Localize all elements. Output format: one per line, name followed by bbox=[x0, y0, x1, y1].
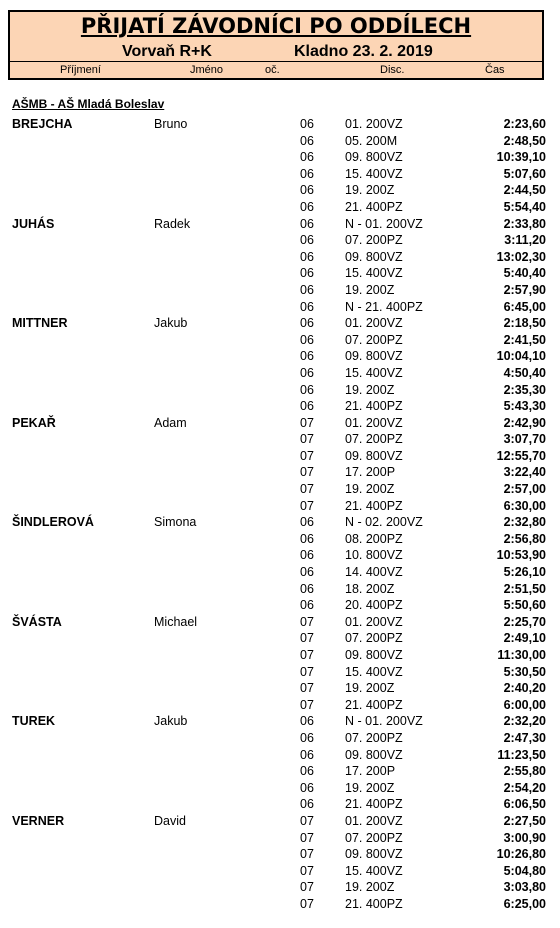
age-category-cell: 07 bbox=[300, 465, 314, 480]
age-category-cell: 06 bbox=[300, 216, 314, 231]
age-category-cell: 06 bbox=[300, 565, 314, 580]
entry-row bbox=[0, 282, 560, 299]
entry-time-cell: 5:07,60 bbox=[503, 166, 546, 181]
discipline-cell: 01. 200VZ bbox=[345, 813, 403, 828]
entry-time-cell: 5:43,30 bbox=[503, 399, 546, 414]
age-category-cell: 06 bbox=[300, 133, 314, 148]
entry-row bbox=[0, 232, 560, 249]
entry-time-cell: 2:49,10 bbox=[503, 631, 546, 646]
entry-row bbox=[0, 896, 560, 913]
entry-time-cell: 2:51,50 bbox=[503, 581, 546, 596]
surname-cell: TUREK bbox=[12, 714, 56, 729]
discipline-cell: N - 01. 200VZ bbox=[345, 714, 423, 729]
discipline-cell: 09. 800VZ bbox=[345, 249, 403, 264]
age-category-cell: 06 bbox=[300, 531, 314, 546]
entry-row bbox=[0, 382, 560, 399]
entry-row bbox=[0, 514, 560, 531]
age-category-cell: 06 bbox=[300, 199, 314, 214]
age-category-cell: 06 bbox=[300, 399, 314, 414]
discipline-cell: 19. 200Z bbox=[345, 183, 395, 198]
meet-info bbox=[10, 41, 542, 63]
entry-time-cell: 2:57,90 bbox=[503, 282, 546, 297]
entry-time-cell: 10:39,10 bbox=[496, 150, 546, 165]
entry-row bbox=[0, 398, 560, 415]
age-category-cell: 06 bbox=[300, 316, 314, 331]
document-title: PŘIJATÍ ZÁVODNÍCI PO ODDÍLECH bbox=[80, 14, 472, 38]
entry-row bbox=[0, 265, 560, 282]
surname-cell: ŠINDLEROVÁ bbox=[12, 515, 94, 530]
entry-row bbox=[0, 182, 560, 199]
age-category-cell: 06 bbox=[300, 150, 314, 165]
entry-time-cell: 13:02,30 bbox=[496, 249, 546, 264]
entry-time-cell: 11:30,00 bbox=[497, 648, 546, 662]
entry-row bbox=[0, 879, 560, 896]
entry-row bbox=[0, 747, 560, 764]
entry-time-cell: 5:54,40 bbox=[503, 199, 546, 214]
entry-row bbox=[0, 813, 560, 830]
entry-row bbox=[0, 780, 560, 797]
entry-time-cell: 6:06,50 bbox=[503, 797, 546, 812]
entry-time-cell: 3:22,40 bbox=[503, 465, 546, 480]
entry-time-cell: 10:04,10 bbox=[496, 349, 546, 364]
entry-row bbox=[0, 830, 560, 847]
entry-time-cell: 3:07,70 bbox=[503, 432, 546, 447]
first-name-cell: Jakub bbox=[154, 714, 188, 729]
club-heading: AŠMB - AŠ Mladá Boleslav bbox=[12, 97, 165, 111]
entry-row bbox=[0, 431, 560, 448]
discipline-cell: 10. 800VZ bbox=[345, 548, 403, 563]
entry-row bbox=[0, 448, 560, 465]
surname-cell: PEKAŘ bbox=[12, 415, 56, 430]
entry-time-cell: 5:30,50 bbox=[503, 664, 546, 679]
surname-cell: ŠVÁSTA bbox=[12, 614, 62, 629]
entry-row bbox=[0, 581, 560, 598]
age-category-cell: 06 bbox=[300, 730, 314, 745]
age-category-cell: 06 bbox=[300, 233, 314, 248]
column-header-surname: Příjmení bbox=[60, 64, 101, 76]
discipline-cell: 08. 200PZ bbox=[345, 531, 403, 546]
entry-time-cell: 2:18,50 bbox=[503, 316, 546, 331]
entry-row bbox=[0, 664, 560, 681]
entry-row bbox=[0, 763, 560, 780]
entry-row bbox=[0, 547, 560, 564]
age-category-cell: 07 bbox=[300, 448, 314, 463]
entry-time-cell: 2:54,20 bbox=[503, 780, 546, 795]
entry-time-cell: 2:55,80 bbox=[503, 764, 546, 779]
age-category-cell: 07 bbox=[300, 896, 314, 911]
discipline-cell: 21. 400PZ bbox=[345, 797, 403, 812]
entry-row bbox=[0, 332, 560, 349]
discipline-cell: N - 02. 200VZ bbox=[345, 515, 423, 530]
entry-row bbox=[0, 597, 560, 614]
discipline-cell: 09. 800VZ bbox=[345, 847, 403, 862]
entry-row bbox=[0, 564, 560, 581]
entry-row bbox=[0, 315, 560, 332]
entry-row bbox=[0, 614, 560, 631]
entry-row bbox=[0, 166, 560, 183]
age-category-cell: 07 bbox=[300, 415, 314, 430]
discipline-cell: 20. 400PZ bbox=[345, 598, 403, 613]
discipline-cell: 15. 400VZ bbox=[345, 266, 403, 281]
discipline-cell: 05. 200M bbox=[345, 133, 398, 148]
entry-time-cell: 11:23,50 bbox=[497, 747, 546, 762]
discipline-cell: 09. 800VZ bbox=[345, 747, 403, 762]
surname-cell: MITTNER bbox=[12, 316, 68, 331]
document-header bbox=[8, 10, 544, 80]
discipline-cell: 01. 200VZ bbox=[345, 415, 403, 430]
discipline-cell: 07. 200PZ bbox=[345, 332, 403, 347]
age-category-cell: 06 bbox=[300, 249, 314, 264]
discipline-cell: N - 21. 400PZ bbox=[345, 299, 423, 314]
entry-time-cell: 2:40,20 bbox=[503, 681, 546, 696]
entries-list bbox=[0, 116, 560, 913]
age-category-cell: 06 bbox=[300, 797, 314, 812]
entry-row bbox=[0, 415, 560, 432]
age-category-cell: 07 bbox=[300, 432, 314, 447]
entry-time-cell: 2:48,50 bbox=[503, 133, 546, 148]
age-category-cell: 06 bbox=[300, 548, 314, 563]
age-category-cell: 07 bbox=[300, 697, 314, 712]
entry-row bbox=[0, 299, 560, 316]
discipline-cell: 17. 200P bbox=[345, 764, 396, 779]
age-category-cell: 07 bbox=[300, 498, 314, 513]
age-category-cell: 06 bbox=[300, 515, 314, 530]
entry-time-cell: 6:30,00 bbox=[503, 498, 546, 513]
entry-time-cell: 2:57,00 bbox=[503, 482, 546, 497]
entry-row bbox=[0, 464, 560, 481]
discipline-cell: 15. 400VZ bbox=[345, 863, 403, 878]
entry-row bbox=[0, 481, 560, 498]
discipline-cell: 19. 200Z bbox=[345, 382, 395, 397]
entry-row bbox=[0, 149, 560, 166]
discipline-cell: 17. 200P bbox=[345, 465, 396, 480]
discipline-cell: 21. 400PZ bbox=[345, 697, 403, 712]
entry-row bbox=[0, 216, 560, 233]
entry-time-cell: 5:40,40 bbox=[503, 266, 546, 281]
entry-time-cell: 3:00,90 bbox=[503, 830, 546, 845]
age-category-cell: 06 bbox=[300, 780, 314, 795]
entry-row bbox=[0, 531, 560, 548]
first-name-cell: Adam bbox=[154, 415, 187, 430]
first-name-cell: Radek bbox=[154, 216, 191, 231]
surname-cell: JUHÁS bbox=[12, 216, 55, 231]
discipline-cell: 09. 800VZ bbox=[345, 150, 403, 165]
entry-time-cell: 2:25,70 bbox=[503, 614, 546, 629]
discipline-cell: 01. 200VZ bbox=[345, 117, 403, 131]
first-name-cell: Bruno bbox=[154, 117, 188, 131]
age-category-cell: 07 bbox=[300, 847, 314, 862]
entry-row bbox=[0, 680, 560, 697]
discipline-cell: 21. 400PZ bbox=[345, 399, 403, 414]
discipline-cell: 19. 200Z bbox=[345, 482, 395, 497]
discipline-cell: 19. 200Z bbox=[345, 681, 395, 696]
discipline-cell: 09. 800VZ bbox=[345, 448, 403, 463]
entry-time-cell: 6:45,00 bbox=[503, 299, 546, 314]
discipline-cell: 15. 400VZ bbox=[345, 365, 403, 380]
surname-cell: VERNER bbox=[12, 813, 65, 828]
age-category-cell: 06 bbox=[300, 747, 314, 762]
entry-time-cell: 2:33,80 bbox=[503, 216, 546, 231]
discipline-cell: 14. 400VZ bbox=[345, 565, 403, 580]
entry-row bbox=[0, 863, 560, 880]
entry-time-cell: 5:26,10 bbox=[503, 565, 546, 580]
age-category-cell: 07 bbox=[300, 813, 314, 828]
entry-time-cell: 2:32,20 bbox=[503, 714, 546, 729]
entry-row bbox=[0, 846, 560, 863]
age-category-cell: 07 bbox=[300, 863, 314, 878]
first-name-cell: Michael bbox=[154, 614, 198, 629]
entry-time-cell: 12:55,70 bbox=[496, 448, 546, 463]
discipline-cell: 19. 200Z bbox=[345, 880, 395, 895]
discipline-cell: 21. 400PZ bbox=[345, 896, 403, 911]
age-category-cell: 06 bbox=[300, 349, 314, 364]
entry-row bbox=[0, 365, 560, 382]
discipline-cell: N - 01. 200VZ bbox=[345, 216, 423, 231]
age-category-cell: 06 bbox=[300, 166, 314, 181]
age-category-cell: 07 bbox=[300, 681, 314, 696]
age-category-cell: 07 bbox=[300, 631, 314, 646]
age-category-cell: 07 bbox=[300, 664, 314, 679]
age-category-cell: 06 bbox=[300, 332, 314, 347]
first-name-cell: David bbox=[154, 813, 186, 828]
discipline-cell: 07. 200PZ bbox=[345, 432, 403, 447]
surname-cell: BREJCHA bbox=[12, 117, 73, 131]
discipline-cell: 07. 200PZ bbox=[345, 233, 403, 248]
entry-time-cell: 2:27,50 bbox=[503, 813, 546, 828]
entry-time-cell: 5:50,60 bbox=[503, 598, 546, 613]
age-category-cell: 06 bbox=[300, 382, 314, 397]
entry-time-cell: 10:26,80 bbox=[496, 847, 546, 862]
column-header-time: Čas bbox=[485, 64, 505, 76]
first-name-cell: Jakub bbox=[154, 316, 188, 331]
column-header-first-name: Jméno bbox=[190, 64, 224, 76]
discipline-cell: 01. 200VZ bbox=[345, 614, 403, 629]
entry-row bbox=[0, 630, 560, 647]
discipline-cell: 15. 400VZ bbox=[345, 664, 403, 679]
discipline-cell: 21. 400PZ bbox=[345, 199, 403, 214]
discipline-cell: 21. 400PZ bbox=[345, 498, 403, 513]
discipline-cell: 01. 200VZ bbox=[345, 316, 403, 331]
entry-time-cell: 5:04,80 bbox=[503, 863, 546, 878]
entry-time-cell: 6:00,00 bbox=[503, 697, 546, 712]
column-header-discipline: Disc. bbox=[380, 64, 405, 76]
discipline-cell: 09. 800VZ bbox=[345, 349, 403, 364]
discipline-cell: 15. 400VZ bbox=[345, 166, 403, 181]
discipline-cell: 09. 800VZ bbox=[345, 648, 403, 662]
first-name-cell: Simona bbox=[154, 515, 197, 530]
discipline-cell: 18. 200Z bbox=[345, 581, 395, 596]
discipline-cell: 07. 200PZ bbox=[345, 730, 403, 745]
entry-row bbox=[0, 498, 560, 515]
age-category-cell: 06 bbox=[300, 598, 314, 613]
entry-time-cell: 3:11,20 bbox=[504, 233, 546, 248]
meet-name: Vorvaň R+K bbox=[122, 43, 212, 60]
entry-row bbox=[0, 116, 560, 133]
age-category-cell: 07 bbox=[300, 648, 314, 662]
entry-row bbox=[0, 697, 560, 714]
age-category-cell: 07 bbox=[300, 482, 314, 497]
age-category-cell: 06 bbox=[300, 117, 314, 131]
entry-time-cell: 2:32,80 bbox=[503, 515, 546, 530]
meet-location-date: Kladno 23. 2. 2019 bbox=[294, 43, 433, 60]
entry-row bbox=[0, 713, 560, 730]
age-category-cell: 06 bbox=[300, 266, 314, 281]
age-category-cell: 06 bbox=[300, 764, 314, 779]
entry-row bbox=[0, 199, 560, 216]
entry-row bbox=[0, 730, 560, 747]
discipline-cell: 07. 200PZ bbox=[345, 830, 403, 845]
entry-row bbox=[0, 133, 560, 150]
age-category-cell: 06 bbox=[300, 282, 314, 297]
discipline-cell: 19. 200Z bbox=[345, 780, 395, 795]
discipline-cell: 19. 200Z bbox=[345, 282, 395, 297]
entry-time-cell: 2:23,60 bbox=[503, 117, 546, 131]
entry-row bbox=[0, 796, 560, 813]
age-category-cell: 06 bbox=[300, 365, 314, 380]
age-category-cell: 06 bbox=[300, 581, 314, 596]
entry-time-cell: 6:25,00 bbox=[503, 896, 546, 911]
age-category-cell: 06 bbox=[300, 183, 314, 198]
age-category-cell: 06 bbox=[300, 299, 314, 314]
entry-time-cell: 2:35,30 bbox=[503, 382, 546, 397]
entry-row bbox=[0, 647, 560, 664]
entry-time-cell: 4:50,40 bbox=[503, 365, 546, 380]
age-category-cell: 07 bbox=[300, 830, 314, 845]
discipline-cell: 07. 200PZ bbox=[345, 631, 403, 646]
age-category-cell: 07 bbox=[300, 614, 314, 629]
entry-row bbox=[0, 249, 560, 266]
entry-time-cell: 10:53,90 bbox=[496, 548, 546, 563]
entry-time-cell: 3:03,80 bbox=[503, 880, 546, 895]
entry-row bbox=[0, 348, 560, 365]
column-header-age: oč. bbox=[265, 64, 280, 76]
entry-time-cell: 2:47,30 bbox=[503, 730, 546, 745]
entry-time-cell: 2:44,50 bbox=[503, 183, 546, 198]
entry-time-cell: 2:41,50 bbox=[503, 332, 546, 347]
entry-time-cell: 2:56,80 bbox=[503, 531, 546, 546]
age-category-cell: 06 bbox=[300, 714, 314, 729]
column-header-row bbox=[10, 61, 542, 78]
entry-time-cell: 2:42,90 bbox=[503, 415, 546, 430]
age-category-cell: 07 bbox=[300, 880, 314, 895]
